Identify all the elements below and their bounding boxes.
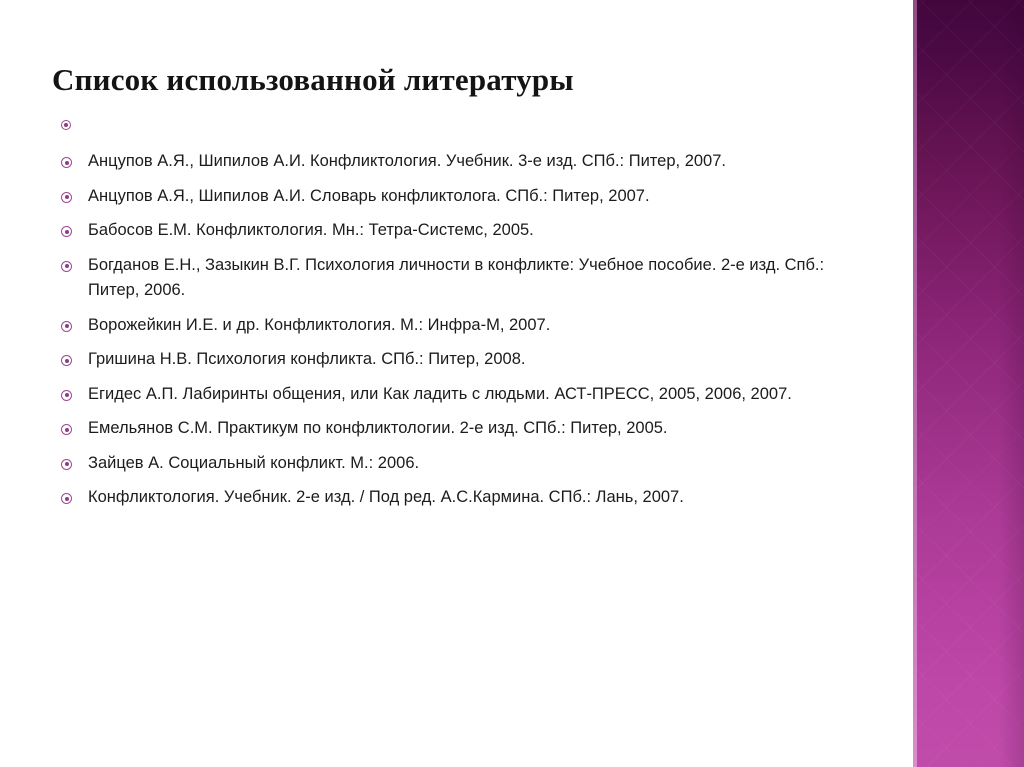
list-item <box>58 149 870 175</box>
bullet-ring-dot-icon <box>61 321 72 332</box>
reference-text: Гришина Н.В. Психология конфликта. СПб.: Питер, 2008. <box>88 350 526 368</box>
reference-text: Конфликтология. Учебник. 2-е изд. / Под ред. А.С.Кармина. СПб.: Лань, 2007. <box>88 488 684 506</box>
list-item <box>58 382 870 408</box>
bullet-ring-dot-icon <box>61 390 72 401</box>
list-item <box>58 184 870 210</box>
list-item <box>58 451 870 477</box>
decorative-side-band <box>913 0 1024 767</box>
bullet-ring-dot-icon <box>61 459 72 470</box>
reference-text: Ворожейкин И.Е. и др. Конфликтология. М.: Инфра-М, 2007. <box>88 315 551 334</box>
page-title: Список использованной литературы <box>52 61 574 97</box>
reference-list <box>58 112 870 520</box>
reference-text: Анцупов А.Я., Шипилов А.И. Словарь конфликтолога. СПб.: Питер, 2007. <box>88 186 650 205</box>
reference-text: Емельянов С.М. Практикум по конфликтологии. 2-е изд. СПб.: Питер, 2005. <box>88 419 668 437</box>
list-item <box>58 112 870 137</box>
bullet-ring-dot-icon <box>61 493 72 504</box>
side-band-right-shade <box>998 0 1024 767</box>
reference-text: Зайцев А. Социальный конфликт. М.: 2006. <box>88 453 420 472</box>
reference-text: Анцупов А.Я., Шипилов А.И. Конфликтология. Учебник. 3-е изд. СПб.: Питер, 2007. <box>88 152 726 170</box>
reference-text: Богданов Е.Н., Зазыкин В.Г. Психология личности в конфликте: Учебное пособие. 2-е изд. Спб.: Питер, 2006. <box>88 255 825 299</box>
list-item <box>58 347 870 373</box>
reference-text: Бабосов Е.М. Конфликтология. Мн.: Тетра-Системс, 2005. <box>88 221 534 239</box>
bullet-ring-dot-icon <box>61 261 72 272</box>
bullet-ring-dot-icon <box>61 157 72 168</box>
bullet-ring-dot-icon <box>61 424 72 435</box>
list-item <box>58 485 870 511</box>
reference-text: Егидес А.П. Лабиринты общения, или Как ладить с людьми. АСТ-ПРЕСС, 2005, 2006, 2007. <box>88 384 792 403</box>
bullet-ring-dot-icon <box>61 355 72 366</box>
bullet-ring-dot-icon <box>61 226 72 237</box>
bullet-ring-dot-icon <box>61 120 71 130</box>
list-item <box>58 218 870 244</box>
list-item <box>58 416 870 442</box>
list-item <box>58 253 870 304</box>
list-item <box>58 313 870 339</box>
bullet-ring-dot-icon <box>61 192 72 203</box>
